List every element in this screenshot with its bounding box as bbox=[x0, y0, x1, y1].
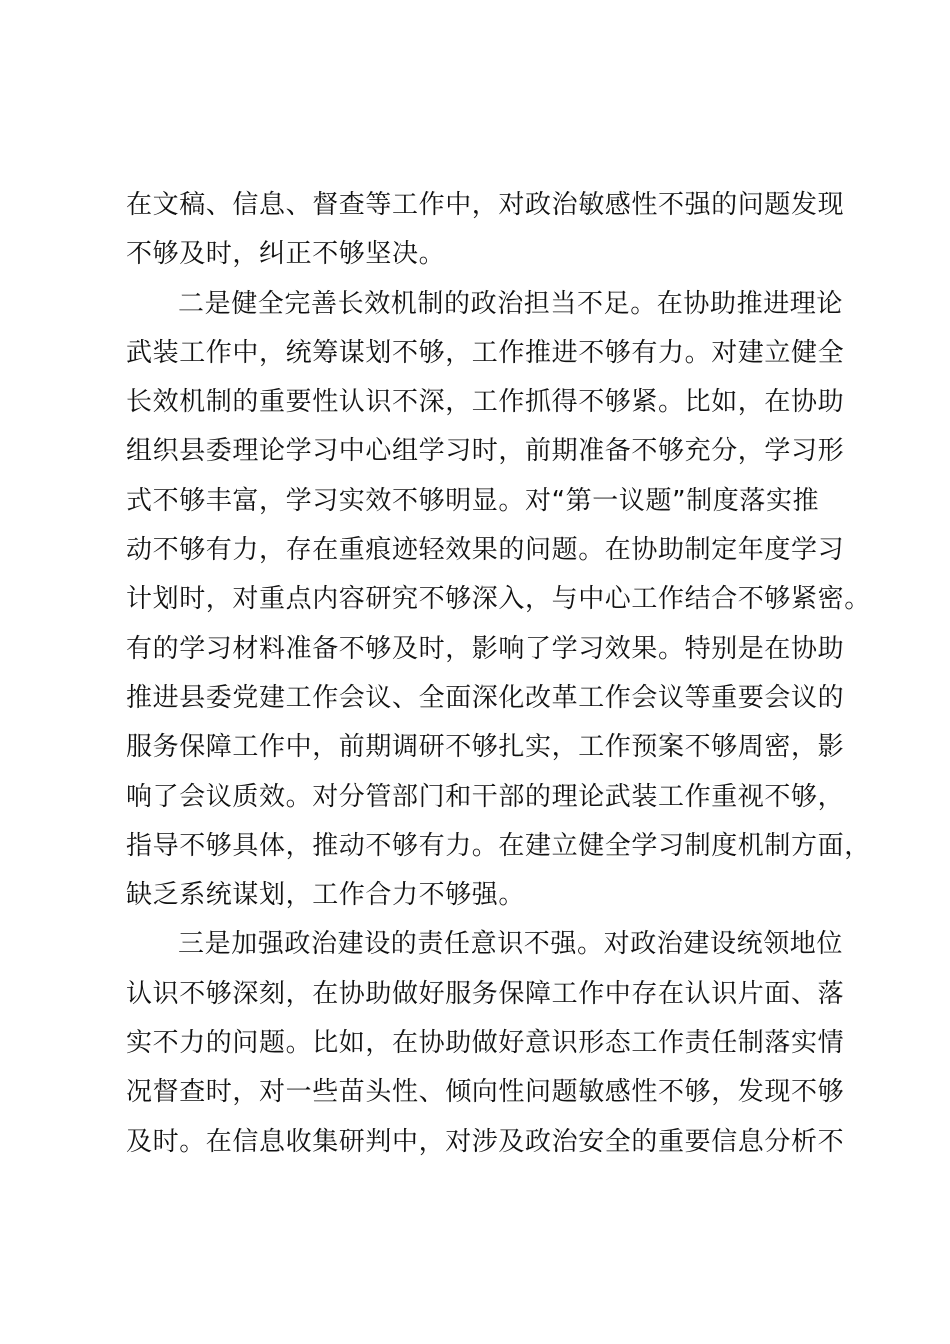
text-line: 组织县委理论学习中心组学习时，前期准备不够充分，学习形 bbox=[126, 436, 845, 467]
text-line: 指导不够具体，推动不够有力。在建立健全学习制度机制方面， bbox=[126, 830, 871, 861]
paragraph-start-line: 二是健全完善长效机制的政治担当不足。在协助推进理论 bbox=[178, 288, 844, 319]
text-line: 实不力的问题。比如，在协助做好意识形态工作责任制落实情 bbox=[126, 1028, 845, 1059]
text-line: 在文稿、信息、督查等工作中，对政治敏感性不强的问题发现 bbox=[126, 190, 845, 220]
text-line: 服务保障工作中，前期调研不够扎实，工作预案不够周密，影 bbox=[126, 732, 845, 763]
text-line: 长效机制的重要性认识不深，工作抓得不够紧。比如，在协助 bbox=[126, 387, 845, 418]
text-line: 认识不够深刻，在协助做好服务保障工作中存在认识片面、落 bbox=[126, 978, 845, 1009]
text-line: 动不够有力，存在重痕迹轻效果的问题。在协助制定年度学习 bbox=[126, 535, 845, 566]
text-line: 计划时，对重点内容研究不够深入，与中心工作结合不够紧密。 bbox=[126, 584, 871, 615]
paragraph-start-line: 三是加强政治建设的责任意识不强。对政治建设统领地位 bbox=[178, 929, 844, 960]
text-line: 况督查时，对一些苗头性、倾向性问题敏感性不够，发现不够 bbox=[126, 1077, 845, 1108]
text-line: 有的学习材料准备不够及时，影响了学习效果。特别是在协助 bbox=[126, 633, 845, 664]
text-line: 武装工作中，统筹谋划不够，工作推进不够有力。对建立健全 bbox=[126, 337, 845, 368]
document-body bbox=[126, 181, 871, 1167]
text-line: 缺乏系统谋划，工作合力不够强。 bbox=[126, 880, 526, 911]
text-line: 响了会议质效。对分管部门和干部的理论武装工作重视不够， bbox=[126, 781, 845, 812]
text-line: 式不够丰富，学习实效不够明显。对“第一议题”制度落实推 bbox=[126, 485, 820, 516]
text-line: 推进县委党建工作会议、全面深化改革工作会议等重要会议的 bbox=[126, 682, 845, 713]
text-line: 及时。在信息收集研判中，对涉及政治安全的重要信息分析不 bbox=[126, 1126, 845, 1157]
text-line: 不够及时，纠正不够坚决。 bbox=[126, 239, 446, 270]
